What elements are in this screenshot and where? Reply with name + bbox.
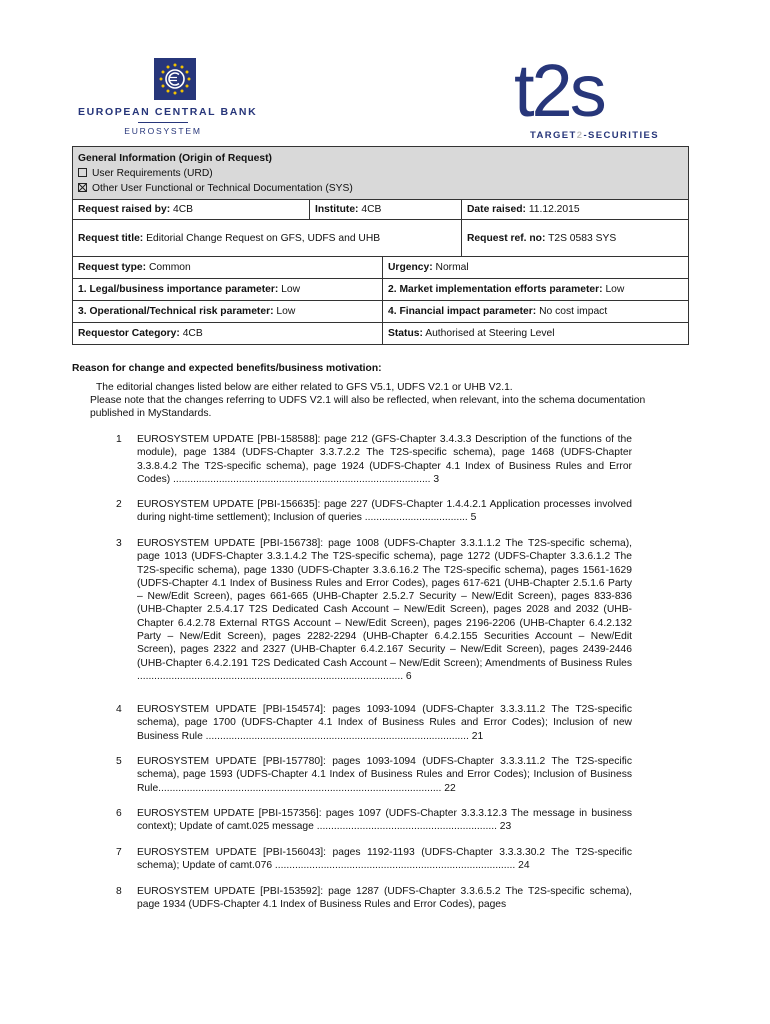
request-title-label: Request title: (78, 232, 144, 244)
param-4-cell (383, 301, 689, 323)
institute-cell (310, 200, 462, 220)
list-item-text: EUROSYSTEM UPDATE [PBI-157356]: pages 1097 (UDFS-Chapter 3.3.3.12.3 The message in business context); Update of camt.025 message ............................................................... 23 (137, 808, 632, 833)
list-item-number: 5 (116, 756, 122, 767)
list-item-text: EUROSYSTEM UPDATE [PBI-153592]: page 1287 (UDFS-Chapter 3.3.6.5.2 The T2S-specific schema), page 1934 (UDFS-Chapter 4.1 Index of Business Rules and Error Codes), pages (137, 886, 632, 911)
ecb-logo (78, 52, 258, 142)
institute-label: Institute: (315, 204, 359, 215)
request-ref-value: T2S 0583 SYS (545, 232, 617, 244)
option-urd (78, 166, 683, 181)
param-3-cell (73, 301, 383, 323)
date-raised-label: Date raised: (467, 204, 526, 215)
option-urd-label: User Requirements (URD) (92, 167, 213, 179)
list-item-number: 1 (116, 434, 122, 445)
ecb-divider (138, 122, 188, 123)
t2s-tagline-target: TARGET (530, 130, 577, 141)
request-title-value: Editorial Change Request on GFS, UDFS and UHB (143, 232, 381, 244)
list-item-text: EUROSYSTEM UPDATE [PBI-154574]: pages 1093-1094 (UDFS-Chapter 3.3.3.11.2 The T2S-specific schema), page 1700 (UDFS-Chapter 4.1 Index of Business Rules and Error Codes); Inclusion of new Business Rule ............................................................................................ 21 (137, 704, 632, 742)
date-raised-value: 11.12.2015 (525, 204, 580, 215)
param-2-label: 2. Market implementation efforts parameter: (388, 284, 603, 295)
t2s-logo-mark (512, 58, 672, 128)
param-3-value: Low (273, 306, 296, 317)
request-table (72, 146, 689, 345)
intro-line-1: The editorial changes listed below are either related to GFS V5.1, UDFS V2.1 or UHB V2.1. (96, 382, 513, 393)
list-item-number: 2 (116, 499, 122, 510)
param-3-label: 3. Operational/Technical risk parameter: (78, 306, 274, 317)
general-info-title: General Information (Origin of Request) (78, 152, 272, 164)
urgency-value: Normal (432, 262, 469, 273)
date-raised-cell (462, 200, 689, 220)
list-item-number: 6 (116, 808, 122, 819)
list-item-text: EUROSYSTEM UPDATE [PBI-156635]: page 227 (UDFS-Chapter 1.4.4.2.1 Application processes involved during night-time settlement); Inclusion of queries .................................... 5 (137, 499, 632, 524)
list-item-text: EUROSYSTEM UPDATE [PBI-157780]: pages 1093-1094 (UDFS-Chapter 3.3.3.11.2 The T2S-specific schema), page 1593 (UDFS-Chapter 4.1 Index of Business Rules and Error Codes); Inclusion of Business Rule................................................................................................... 22 (137, 756, 632, 794)
request-ref-label: Request ref. no: (467, 232, 546, 244)
intro-line-2: Please note that the changes referring to UDFS V2.1 will also be reflected, when relevant, into the schema documentation published in MyStandards. (90, 395, 646, 419)
urgency-label: Urgency: (388, 262, 433, 273)
param-1-value: Low (278, 284, 301, 295)
list-item-number: 8 (116, 886, 122, 897)
status-cell (383, 323, 689, 345)
euro-symbol-icon (154, 58, 196, 100)
raised-by-label: Request raised by: (78, 204, 171, 215)
list-item-number: 7 (116, 847, 122, 858)
requestor-category-value: 4CB (179, 328, 203, 339)
requestor-category-cell (73, 323, 383, 345)
reason-heading: Reason for change and expected benefits/business motivation: (72, 363, 382, 374)
checkbox-sys (78, 183, 87, 192)
param-4-value: No cost impact (536, 306, 608, 317)
param-2-cell (383, 279, 689, 301)
list-item-text: EUROSYSTEM UPDATE [PBI-156043]: pages 1192-1193 (UDFS-Chapter 3.3.3.30.2 The T2S-specific schema); Update of camt.076 .................................................................................... 24 (137, 847, 632, 872)
t2s-tagline (530, 130, 659, 141)
option-sys (78, 181, 683, 196)
param-2-value: Low (602, 284, 625, 295)
requestor-category-label: Requestor Category: (78, 328, 180, 339)
list-item-text: EUROSYSTEM UPDATE [PBI-158588]: page 212 (GFS-Chapter 3.4.3.3 Description of the functions of the module), page 1384 (UDFS-Chapter 3.3.7.2.2 The T2S-specific schema), page 1468 (UDFS-Chapter 3.3.8.4.2 The T2S-specific schema), page 1924 (UDFS-Chapter 4.1 Index of Business Rules and Error Codes) .......................................................................................... 3 (137, 434, 632, 485)
list-item-text: EUROSYSTEM UPDATE [PBI-156738]: page 1008 (UDFS-Chapter 3.3.1.1.2 The T2S-specific schema), page 1013 (UDFS-Chapter 3.3.1.4.2 The T2S-specific schema), page 1272 (UDFS-Chapter 3.3.6.1.2 The T2S-specific schema), page 1330 (UDFS-Chapter 3.3.6.16.2 The T2S-specific schema), pages 1561-1629 (UDFS-Chapter 4.1 Index of Business Rules and Error Codes), pages 617-621 (UHB-Chapter 2.5.1.6 Party – New/Edit Screen), pages 661-665 (UHB-Chapter 2.5.2.7 Security – New/Edit Screen), pages 833-836 (UHB-Chapter 2.5.4.17 T2S Dedicated Cash Account – New/Edit Screen), pages 2028 and 2032 (UHB-Chapter 6.4.2.78 External RTGS Account – New/Edit Screen), pages 2196-2206 (UHB-Chapter 6.4.2.132 Party – New/Edit Screen), pages 2282-2294 (UHB-Chapter 6.4.2.155 Securities Account – New/Edit Screen), pages 2322 and 2327 (UHB-Chapter 6.4.2.167 Security – New/Edit Screen), pages 2439-2446 (UHB-Chapter 6.4.2.191 T2S Dedicated Cash Account – New/Edit Screen); Amendments of Business Rules ............................................................................................. 6 (137, 538, 632, 682)
request-type-cell (73, 257, 383, 279)
urgency-cell (383, 257, 689, 279)
t2s-logo (512, 58, 672, 146)
t2s-tagline-securities: -SECURITIES (583, 130, 660, 141)
list-item-number: 3 (116, 538, 122, 549)
institute-value: 4CB (358, 204, 382, 215)
status-value: Authorised at Steering Level (422, 328, 555, 339)
t2s-logo-text: t2s (514, 58, 604, 128)
request-type-value: Common (146, 262, 191, 273)
raised-by-cell (73, 200, 310, 220)
request-title-cell (73, 220, 462, 257)
request-type-label: Request type: (78, 262, 147, 273)
ecb-name: EUROPEAN CENTRAL BANK (78, 106, 258, 118)
list-item-number: 4 (116, 704, 122, 715)
param-1-cell (73, 279, 383, 301)
checkbox-urd (78, 168, 87, 177)
param-4-label: 4. Financial impact parameter: (388, 306, 537, 317)
option-sys-label: Other User Functional or Technical Documentation (SYS) (92, 182, 353, 194)
param-1-label: 1. Legal/business importance parameter: (78, 284, 279, 295)
status-label: Status: (388, 328, 423, 339)
raised-by-value: 4CB (170, 204, 194, 215)
t2s-tagline-two: 2 (576, 130, 584, 141)
general-info-cell (73, 147, 689, 200)
reason-intro (90, 381, 650, 420)
ecb-subtitle: EUROSYSTEM (124, 126, 202, 136)
request-ref-cell (462, 220, 689, 257)
